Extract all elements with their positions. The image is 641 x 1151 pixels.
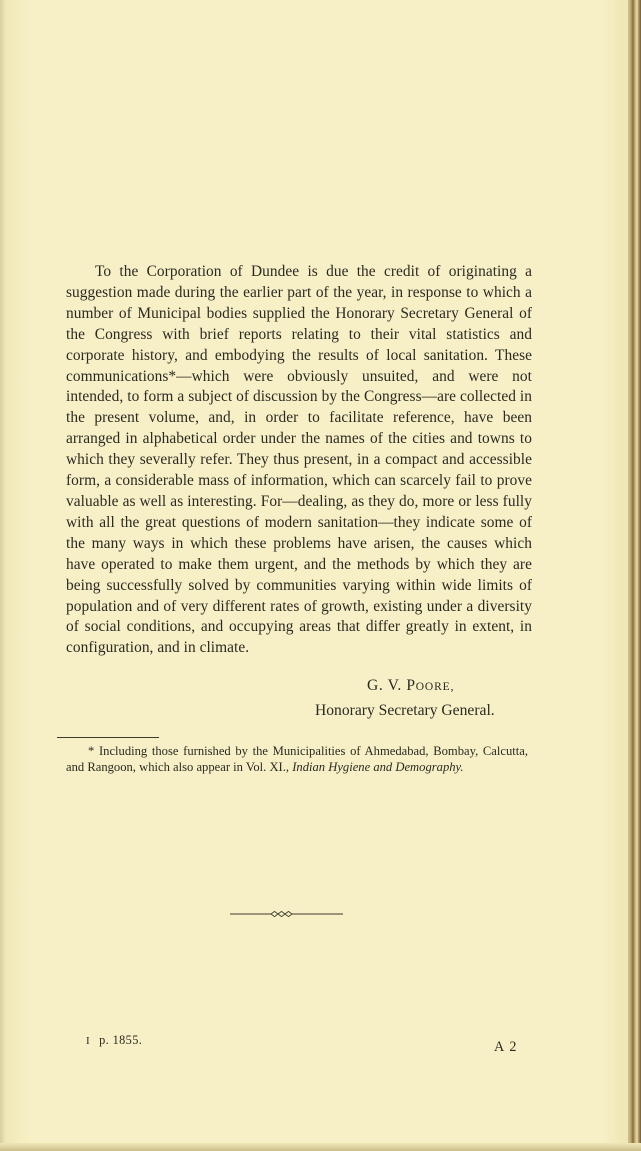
signature-initials: G. V. P — [367, 677, 416, 694]
page-bottom-edge — [0, 1143, 641, 1151]
signature-numeral: I — [86, 1035, 91, 1047]
ornament-divider — [230, 909, 343, 919]
printer-signature-mark — [86, 1033, 142, 1048]
page-signature: A 2 — [494, 1039, 518, 1055]
footnote-text: * Including those furnished by the Municipalities of Ahmedabad, Bombay, Calcutta, and Rangoon, which also appear in Vol. XI., — [66, 744, 528, 775]
signature-name — [367, 677, 454, 695]
body-paragraph: To the Corporation of Dundee is due the credit of originating a suggestion made during the earlier part of the year, in response to which a number of Municipal bodies supplied the Honorary Secretary General of the Congress with brief reports relating to their vital statistics and corporate history, and embodying the results of local sanitation. These communications*—which were obviously unsuited, and were not intended, to form a subject of discussion by the Congress—are collected in the present volume, and, in order to facilitate reference, have been arranged in alphabetical order under the names of the cities and towns to which they severally refer. They thus present, in a compact and accessible form, a considerable mass of information, which can scarcely fail to prove valuable as well as interesting. For—dealing, as they do, more or less fully with all the great questions of modern sanitation—they indicate some of the many ways in which these problems have arisen, the causes which have operated to make them urgent, and the methods by which they are being successfully solved by communities varying within wide limits of population and of very different rates of growth, existing under a diversity of social conditions, and occupying areas that differ greatly in extent, in configuration, and in climate. — [66, 263, 532, 657]
footnote-italic: Indian Hygiene and Demography. — [292, 760, 464, 775]
book-spine-edge — [628, 0, 641, 1151]
signature-surname: OORE, — [415, 681, 455, 693]
signature-mark-text: p. 1855. — [99, 1033, 143, 1047]
footnote-rule — [57, 737, 159, 738]
signature-title: Honorary Secretary General. — [315, 702, 495, 719]
footnote — [66, 743, 528, 776]
page-left-edge — [0, 0, 6, 1151]
